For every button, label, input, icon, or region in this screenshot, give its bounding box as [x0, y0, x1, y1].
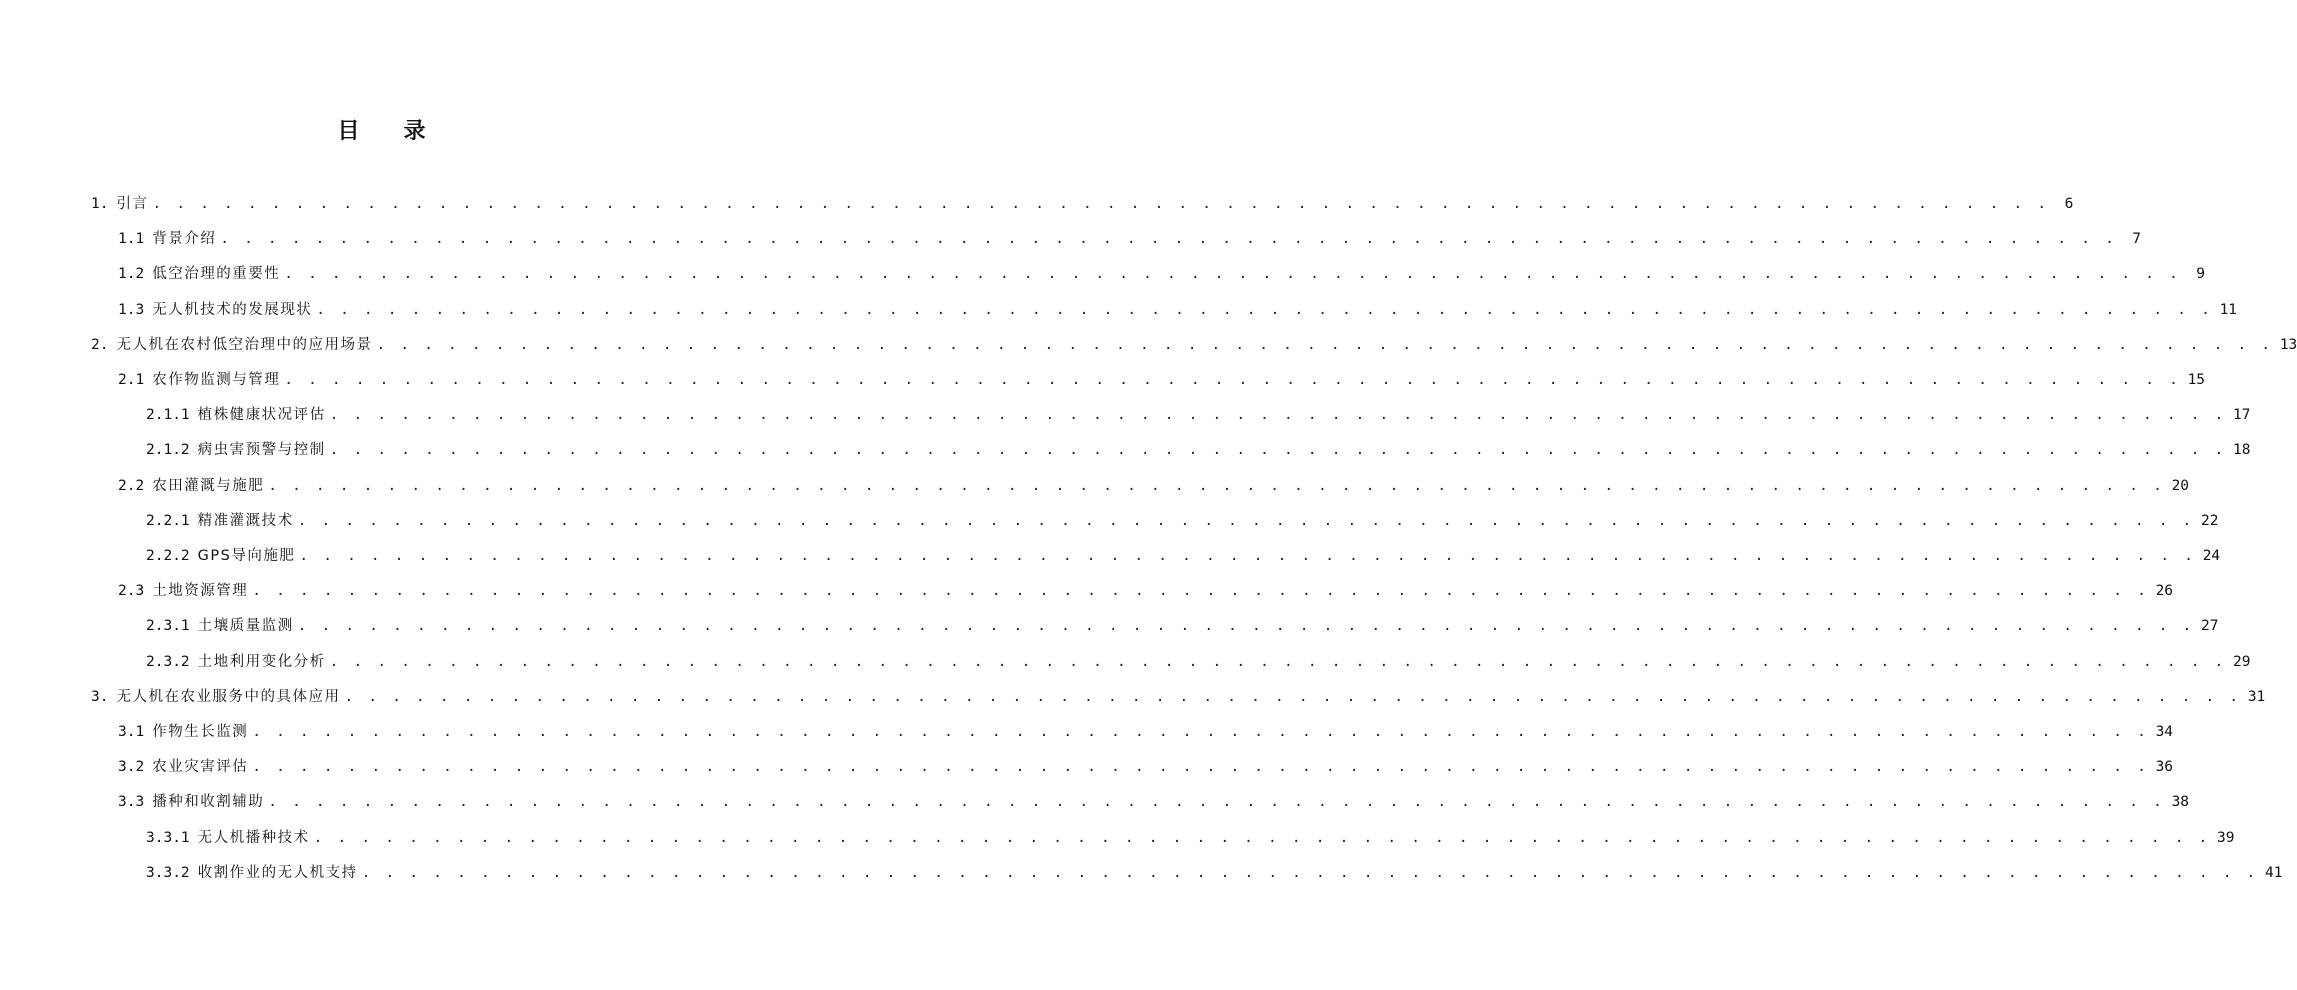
toc-entry-title: 精准灌溉技术 — [197, 512, 294, 529]
toc-leader-dots: . . . . . . . . . . . . . . . . . . . . . . . . . . . . . . . . . . . . . . . . . . . . . . . . . . . . . . . . . . . . . . . . . . . . . . . . . . . . . . . . — [252, 724, 2150, 740]
toc-entry-title: 农作物监测与管理 — [152, 372, 281, 388]
toc-entry-page-number: 31 — [2247, 688, 2266, 705]
toc-entry-title: 播种和收割辅助 — [152, 794, 265, 811]
toc-entry-page-number: 20 — [2171, 477, 2190, 494]
toc-entry-title: 农田灌溉与施肥 — [152, 477, 265, 494]
toc-entry-title: 农业灾害评估 — [152, 759, 249, 776]
toc-entry-number: 2.1 — [118, 372, 145, 388]
toc-entry-title: 土地利用变化分析 — [197, 653, 326, 670]
toc-entry-number: 2.2.2 — [146, 548, 190, 564]
toc-entry[interactable] — [146, 510, 2219, 532]
toc-entry[interactable] — [118, 475, 2190, 497]
toc-entry[interactable] — [118, 263, 2206, 285]
toc-entry-number: 2.2 — [118, 477, 145, 494]
toc-leader-dots: . . . . . . . . . . . . . . . . . . . . . . . . . . . . . . . . . . . . . . . . . . . . . . . . . . . . . . . . . . . . . . . . . . . . . . . . . . . . . . . . — [376, 336, 2274, 353]
toc-entry[interactable] — [118, 721, 2174, 743]
toc-entry-number: 1.3 — [118, 301, 145, 318]
toc-entry-page-number: 27 — [2201, 618, 2219, 635]
toc-leader-dots: . . . . . . . . . . . . . . . . . . . . . . . . . . . . . . . . . . . . . . . . . . . . . . . . . . . . . . . . . . . . . . . . . . . . . . . . . . . . . . . . — [284, 372, 2182, 388]
toc-entry-title: 植株健康状况评估 — [197, 407, 326, 424]
toc-entry-number: 2.1.1 — [146, 407, 190, 424]
toc-entry-page-number: 36 — [2155, 759, 2174, 776]
toc-entry[interactable] — [146, 439, 2251, 461]
toc-title-char-1: 目 — [337, 119, 362, 144]
toc-entry-page-number: 29 — [2233, 653, 2251, 670]
toc-entry-page-number: 39 — [2217, 829, 2235, 846]
toc-entry-page-number: 11 — [2219, 301, 2238, 318]
toc-entry-title: 引言 — [116, 196, 149, 212]
toc-entry-number: 2.3.1 — [146, 618, 190, 635]
toc-entry[interactable] — [118, 791, 2190, 813]
toc-title-char-2: 录 — [403, 119, 428, 144]
toc-entry-page-number: 15 — [2187, 372, 2206, 388]
toc-entry[interactable] — [146, 862, 2283, 884]
toc-entry-number: 1.2 — [118, 266, 145, 283]
toc-entry[interactable] — [91, 334, 2297, 356]
toc-entry-number: 3. — [91, 688, 109, 705]
toc-title — [0, 114, 765, 145]
toc-entry[interactable] — [118, 299, 2238, 321]
toc-entry-number: 3.3.1 — [146, 829, 190, 846]
toc-entry-title: 背景介绍 — [152, 231, 217, 248]
toc-entry-number: 3.3.2 — [146, 864, 190, 881]
toc-leader-dots: . . . . . . . . . . . . . . . . . . . . . . . . . . . . . . . . . . . . . . . . . . . . . . . . . . . . . . . . . . . . . . . . . . . . . . . . . . . . . . . . — [220, 231, 2118, 248]
toc-leader-dots: . . . . . . . . . . . . . . . . . . . . . . . . . . . . . . . . . . . . . . . . . . . . . . . . . . . . . . . . . . . . . . . . . . . . . . . . . . . . . . . . — [344, 688, 2242, 705]
toc-leader-dots: . . . . . . . . . . . . . . . . . . . . . . . . . . . . . . . . . . . . . . . . . . . . . . . . . . . . . . . . . . . . . . . . . . . . . . . . . . . . . . . . — [252, 759, 2150, 776]
toc-leader-dots: . . . . . . . . . . . . . . . . . . . . . . . . . . . . . . . . . . . . . . . . . . . . . . . . . . . . . . . . . . . . . . . . . . . . . . . . . . . . . . . . — [297, 512, 2195, 529]
toc-entry[interactable] — [146, 404, 2251, 426]
toc-leader-dots: . . . . . . . . . . . . . . . . . . . . . . . . . . . . . . . . . . . . . . . . . . . . . . . . . . . . . . . . . . . . . . . . . . . . . . . . . . . . . . . . — [329, 407, 2227, 424]
toc-entry-number: 3.3 — [118, 794, 145, 811]
toc-entry-page-number: 41 — [2265, 864, 2283, 881]
toc-entry[interactable] — [118, 228, 2142, 250]
toc-leader-dots: . . . . . . . . . . . . . . . . . . . . . . . . . . . . . . . . . . . . . . . . . . . . . . . . . . . . . . . . . . . . . . . . . . . . . . . . . . . . . . . . — [284, 266, 2182, 283]
toc-entry-page-number: 6 — [2064, 196, 2074, 212]
toc-leader-dots: . . . . . . . . . . . . . . . . . . . . . . . . . . . . . . . . . . . . . . . . . . . . . . . . . . . . . . . . . . . . . . . . . . . . . . . . . . . . . . . . — [329, 442, 2227, 459]
toc-leader-dots: . . . . . . . . . . . . . . . . . . . . . . . . . . . . . . . . . . . . . . . . . . . . . . . . . . . . . . . . . . . . . . . . . . . . . . . . . . . . . . . . — [152, 196, 2050, 212]
toc-entry[interactable] — [146, 651, 2251, 673]
toc-entry[interactable] — [118, 369, 2206, 391]
toc-entry-title: 作物生长监测 — [152, 724, 249, 740]
toc-entry-number: 1.1 — [118, 231, 145, 248]
toc-entry-number: 2.3.2 — [146, 653, 190, 670]
toc-leader-dots: . . . . . . . . . . . . . . . . . . . . . . . . . . . . . . . . . . . . . . . . . . . . . . . . . . . . . . . . . . . . . . . . . . . . . . . . . . . . . . . . — [361, 864, 2259, 881]
toc-entry-number: 3.1 — [118, 724, 145, 740]
toc-leader-dots: . . . . . . . . . . . . . . . . . . . . . . . . . . . . . . . . . . . . . . . . . . . . . . . . . . . . . . . . . . . . . . . . . . . . . . . . . . . . . . . . — [313, 829, 2211, 846]
toc-entry-page-number: 22 — [2201, 512, 2219, 529]
toc-entry-title: 无人机在农业服务中的具体应用 — [116, 688, 341, 705]
toc-entry-title: 低空治理的重要性 — [152, 266, 281, 283]
toc-entry-title: 收割作业的无人机支持 — [197, 864, 358, 881]
toc-entry-number: 2.3 — [118, 583, 145, 600]
toc-entry-page-number: 13 — [2279, 336, 2297, 353]
toc-entry-number: 2.1.2 — [146, 442, 190, 459]
toc-entry-page-number: 24 — [2202, 548, 2221, 564]
toc-entry-title: 无人机播种技术 — [197, 829, 310, 846]
toc-entry[interactable] — [146, 827, 2235, 849]
toc-entry-title: 无人机在农村低空治理中的应用场景 — [116, 336, 373, 353]
toc-leader-dots: . . . . . . . . . . . . . . . . . . . . . . . . . . . . . . . . . . . . . . . . . . . . . . . . . . . . . . . . . . . . . . . . . . . . . . . . . . . . . . . . — [297, 618, 2195, 635]
toc-entry-number: 2.2.1 — [146, 512, 190, 529]
toc-entry-title: 土地资源管理 — [152, 583, 249, 600]
toc-entry-number: 1. — [91, 196, 109, 212]
toc-leader-dots: . . . . . . . . . . . . . . . . . . . . . . . . . . . . . . . . . . . . . . . . . . . . . . . . . . . . . . . . . . . . . . . . . . . . . . . . . . . . . . . . — [268, 794, 2166, 811]
toc-entry-number: 3.2 — [118, 759, 145, 776]
toc-entry-page-number: 18 — [2233, 442, 2251, 459]
toc-entry-page-number: 17 — [2233, 407, 2251, 424]
toc-entry[interactable] — [146, 615, 2219, 637]
toc-entry-title: 病虫害预警与控制 — [197, 442, 326, 459]
toc-entry-title: 土壤质量监测 — [197, 618, 294, 635]
toc-entry[interactable] — [91, 686, 2266, 708]
toc-entry[interactable] — [118, 580, 2174, 602]
toc-leader-dots: . . . . . . . . . . . . . . . . . . . . . . . . . . . . . . . . . . . . . . . . . . . . . . . . . . . . . . . . . . . . . . . . . . . . . . . . . . . . . . . . — [252, 583, 2150, 600]
toc-entry-page-number: 9 — [2196, 266, 2206, 283]
toc-entry-page-number: 38 — [2171, 794, 2190, 811]
toc-leader-dots: . . . . . . . . . . . . . . . . . . . . . . . . . . . . . . . . . . . . . . . . . . . . . . . . . . . . . . . . . . . . . . . . . . . . . . . . . . . . . . . . — [316, 301, 2214, 318]
toc-entry[interactable] — [118, 756, 2174, 778]
toc-leader-dots: . . . . . . . . . . . . . . . . . . . . . . . . . . . . . . . . . . . . . . . . . . . . . . . . . . . . . . . . . . . . . . . . . . . . . . . . . . . . . . . . — [268, 477, 2166, 494]
toc-leader-dots: . . . . . . . . . . . . . . . . . . . . . . . . . . . . . . . . . . . . . . . . . . . . . . . . . . . . . . . . . . . . . . . . . . . . . . . . . . . . . . . . — [329, 653, 2227, 670]
toc-entry-number: 2. — [91, 336, 109, 353]
toc-entry-title: 无人机技术的发展现状 — [152, 301, 313, 318]
toc-entry-page-number: 7 — [2132, 231, 2142, 248]
toc-entry-page-number: 34 — [2155, 724, 2174, 740]
toc-entry-title: GPS导向施肥 — [197, 548, 296, 564]
toc-entry[interactable] — [91, 193, 2074, 215]
toc-entry-page-number: 26 — [2155, 583, 2174, 600]
toc-leader-dots: . . . . . . . . . . . . . . . . . . . . . . . . . . . . . . . . . . . . . . . . . . . . . . . . . . . . . . . . . . . . . . . . . . . . . . . . . . . . . . . . — [299, 548, 2197, 564]
toc-entry[interactable] — [146, 545, 2221, 567]
